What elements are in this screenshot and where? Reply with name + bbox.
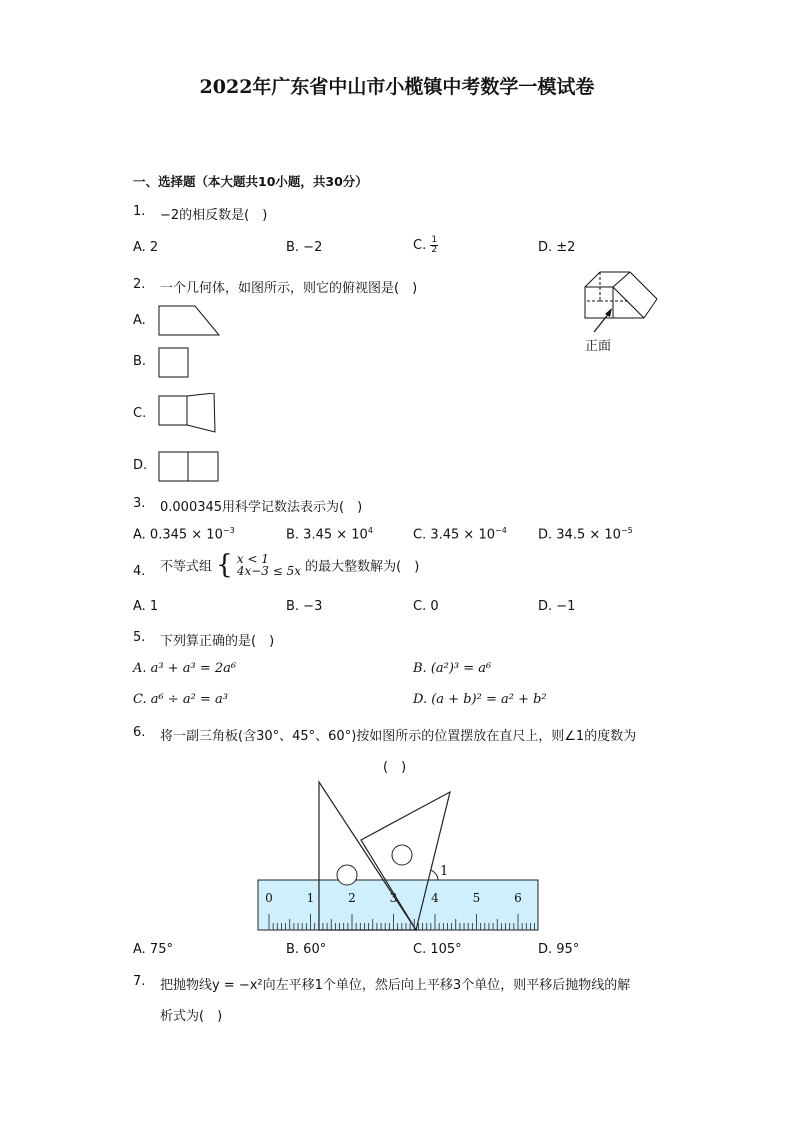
q4-text-post: 的最大整数解为( ) (305, 559, 420, 575)
q4-option-d: D. −1 (538, 599, 576, 614)
q1-option-c (413, 236, 438, 255)
question-5-number: 5. (133, 630, 146, 645)
brace: { (216, 550, 233, 580)
q3-option-b-exp: 4 (367, 526, 373, 535)
section-heading: 一、选择题（本大题共10小题，共30分） (133, 174, 368, 189)
q2-option-c-shape (157, 393, 221, 435)
question-7-number: 7. (133, 974, 146, 989)
q4-option-b: B. −3 (286, 599, 323, 614)
question-6-text: 将一副三角板(含30°、45°、60°)按如图所示的位置摆放在直尺上，则∠1的度数为 (160, 729, 637, 744)
q1-option-c-label: C. (413, 238, 427, 253)
question-3-number: 3. (133, 496, 146, 511)
q3-option-a-exp: −3 (222, 526, 235, 535)
fraction-denominator: 2 (431, 245, 438, 255)
inequality-rows (237, 553, 301, 577)
angle-1-arc (431, 870, 438, 880)
question-2-number: 2. (133, 277, 146, 292)
q3-option-c-base: C. 3.45 × 10 (413, 527, 495, 543)
question-4-number: 4. (133, 564, 146, 579)
q5-option-c: C. a⁶ ÷ a² = a³ (133, 692, 228, 707)
question-6-number: 6. (133, 725, 146, 740)
set-square-hole (337, 865, 357, 885)
q1-option-a: A. 2 (133, 240, 159, 255)
q4-option-a: A. 1 (133, 599, 159, 614)
question-4-text (160, 552, 419, 578)
q2-option-b: B. (133, 354, 147, 369)
ruler-tick-label: 1 (306, 891, 315, 905)
q5-option-b: B. (a²)³ = a⁶ (413, 661, 492, 676)
ruler-tick-label: 0 (265, 891, 273, 905)
q1-option-d: D. ±2 (538, 240, 576, 255)
angle-1-label: 1 (440, 864, 449, 879)
q2-option-c: C. (133, 406, 147, 421)
ruler (258, 880, 538, 930)
ruler-tick-label: 2 (348, 891, 356, 905)
inequality-row-1: x < 1 (236, 552, 269, 566)
q2-option-b-shape (157, 346, 191, 380)
q2-option-a: A. (133, 313, 146, 328)
inequality-row-2: 4x−3 ≤ 5x (236, 564, 302, 578)
ruler-tick-label: 3 (389, 891, 398, 905)
q3-option-b (286, 526, 373, 542)
q4-option-c: C. 0 (413, 599, 439, 614)
q6-option-a: A. 75° (133, 942, 173, 957)
page-title: 2022年广东省中山市小榄镇中考数学一模试卷 (199, 76, 595, 98)
q3-option-a-base: A. 0.345 × 10 (133, 527, 223, 543)
q3-option-d-exp: −5 (620, 526, 633, 535)
question-5-text: 下列算正确的是( ) (160, 634, 275, 649)
q5-option-a: A. a³ + a³ = 2a⁶ (133, 661, 237, 676)
q3-option-c (413, 526, 507, 542)
set-square-hole (392, 845, 412, 865)
q4-text-pre: 不等式组 (160, 559, 213, 575)
ruler-tick-label: 4 (431, 891, 439, 905)
set-squares-on-ruler-figure (254, 778, 544, 936)
q6-option-d: D. 95° (538, 942, 580, 957)
question-3-text: 0.000345用科学记数法表示为( ) (160, 500, 363, 515)
question-2-text: 一个几何体，如图所示，则它的俯视图是( ) (160, 281, 418, 296)
q3-option-b-base: B. 3.45 × 10 (286, 527, 368, 543)
fraction-numerator: 1 (431, 235, 438, 245)
ruler-tick-label: 6 (514, 891, 522, 905)
q6-option-c: C. 105° (413, 942, 462, 957)
q3-option-a (133, 526, 235, 542)
q3-option-c-exp: −4 (495, 526, 507, 535)
ruler-tick-label: 5 (472, 891, 481, 905)
q2-option-d: D. (133, 458, 148, 473)
q3-option-d-base: D. 34.5 × 10 (538, 527, 621, 543)
fraction (430, 236, 438, 255)
question-6-paren: ( ) (383, 760, 407, 775)
q3-option-d (538, 526, 633, 542)
q5-option-d: D. (a + b)² = a² + b² (413, 692, 547, 707)
question-7-text-line-1: 把抛物线y = −x²向左平移1个单位，然后向上平移3个单位，则平移后抛物线的解 (160, 978, 631, 993)
question-7-text-line-2: 析式为( ) (160, 1009, 223, 1024)
q6-option-b: B. 60° (286, 942, 327, 957)
q2-option-d-shape (157, 450, 221, 484)
front-arrow (590, 306, 618, 336)
question-1-number: 1. (133, 204, 146, 219)
inequality-system (216, 552, 301, 578)
q2-option-a-shape (157, 304, 223, 338)
question-1-text: −2的相反数是( ) (160, 208, 268, 223)
q1-option-b: B. −2 (286, 240, 323, 255)
front-label: 正面 (585, 339, 612, 354)
